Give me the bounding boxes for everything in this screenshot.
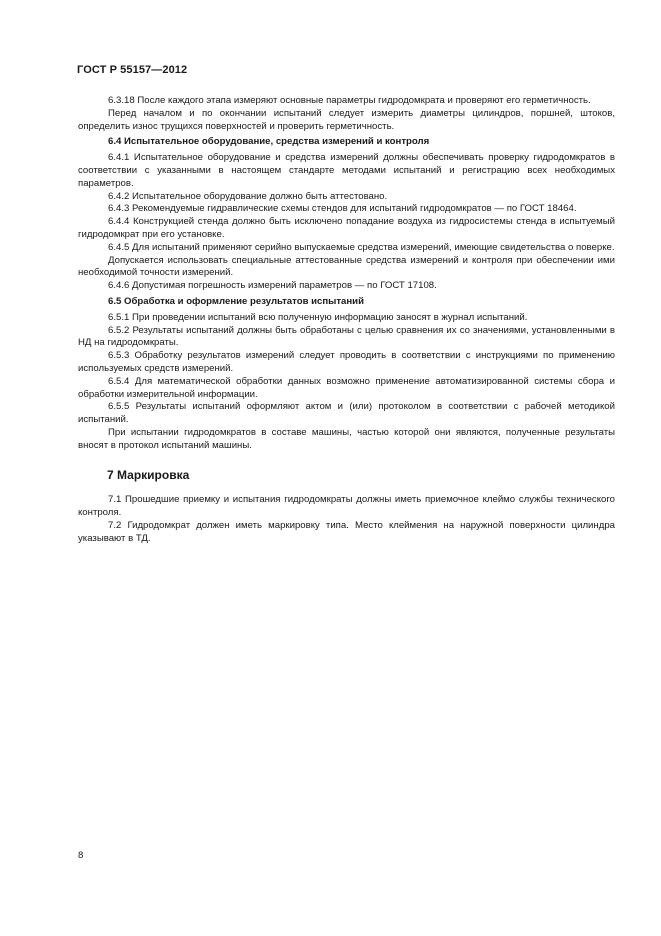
paragraph-6-4-4: 6.4.4 Конструкцией стенда должно быть исключено попадание воздуха из гидросистемы стенда в испытуемый гидродомкрат при его установке.: [78, 216, 615, 240]
paragraph-6-4-6: 6.4.6 Допустимая погрешность измерений параметров — по ГОСТ 17108.: [108, 280, 437, 292]
paragraph-6-4-3: 6.4.3 Рекомендуемые гидравлические схемы стендов для испытаний гидродомкратов — по ГОСТ 18464.: [108, 203, 577, 215]
paragraph-6-5-4: 6.5.4 Для математической обработки данных возможно применение автоматизированной системы сбора и обработки измерительной информации.: [78, 375, 615, 400]
subsection-heading-6-5: 6.5 Обработка и оформление результатов испытаний: [108, 295, 364, 307]
standard-header: ГОСТ Р 55157—2012: [77, 64, 188, 76]
paragraph-6-5-5-note: При испытании гидродомкратов в составе машины, частью которой они являются, полученные результаты вносят в протокол испытаний машины.: [78, 426, 615, 451]
paragraph-7-1: 7.1 Прошедшие приемку и испытания гидродомкраты должны иметь приемочное клеймо службы технического контроля.: [78, 494, 615, 519]
paragraph-6-5-5: 6.5.5 Результаты испытаний оформляют актом и (или) протоколом в соответствии с рабочей методикой испытаний.: [78, 401, 615, 426]
paragraph-6-5-3: 6.5.3 Обработку результатов измерений следует проводить в соответствии с инструкциями по применению используемых средств измерений.: [78, 350, 615, 374]
paragraph-6-4-1: 6.4.1 Испытательное оборудование и средства измерений должны обеспечивать проверку гидродомкратов в соответствии с указанными в настоящем стандарте методами испытаний и регистрацию всех необходимых параметров.: [78, 152, 615, 189]
document-body: [78, 95, 615, 546]
paragraph-6-4-2: 6.4.2 Испытательное оборудование должно быть аттестовано.: [108, 190, 388, 202]
paragraph-6-4-5: 6.4.5 Для испытаний применяют серийно выпускаемые средства измерений, имеющие свидетельства о поверке.: [108, 241, 615, 253]
subsection-heading-6-4: 6.4 Испытательное оборудование, средства измерений и контроля: [108, 136, 430, 148]
paragraph-6-5-1: 6.5.1 При проведении испытаний всю полученную информацию заносят в журнал испытаний.: [108, 311, 528, 323]
page-number: 8: [78, 850, 84, 861]
paragraph-6-3-18-note: Перед началом и по окончании испытаний следует измерить диаметры цилиндров, поршней, штоков, определить износ трущихся поверхностей и проверить герметичность.: [78, 107, 615, 132]
paragraph-6-4-5-note: Допускается использовать специальные аттестованные средства измерений и контроля при обеспечении ими необходимой точности измерений.: [78, 254, 615, 279]
paragraph-6-3-18: 6.3.18 После каждого этапа измеряют основные параметры гидродомкрата и проверяют его герметичность.: [108, 95, 591, 106]
section-heading-7: 7 Маркировка: [107, 467, 190, 482]
paragraph-7-2: 7.2 Гидродомкрат должен иметь маркировку типа. Место клеймения на наружной поверхности цилиндра указывают в ТД.: [78, 519, 615, 544]
paragraph-6-5-2: 6.5.2 Результаты испытаний должны быть обработаны с целью сравнения их со значениями, установленными в НД на гидродомкраты.: [78, 324, 615, 349]
